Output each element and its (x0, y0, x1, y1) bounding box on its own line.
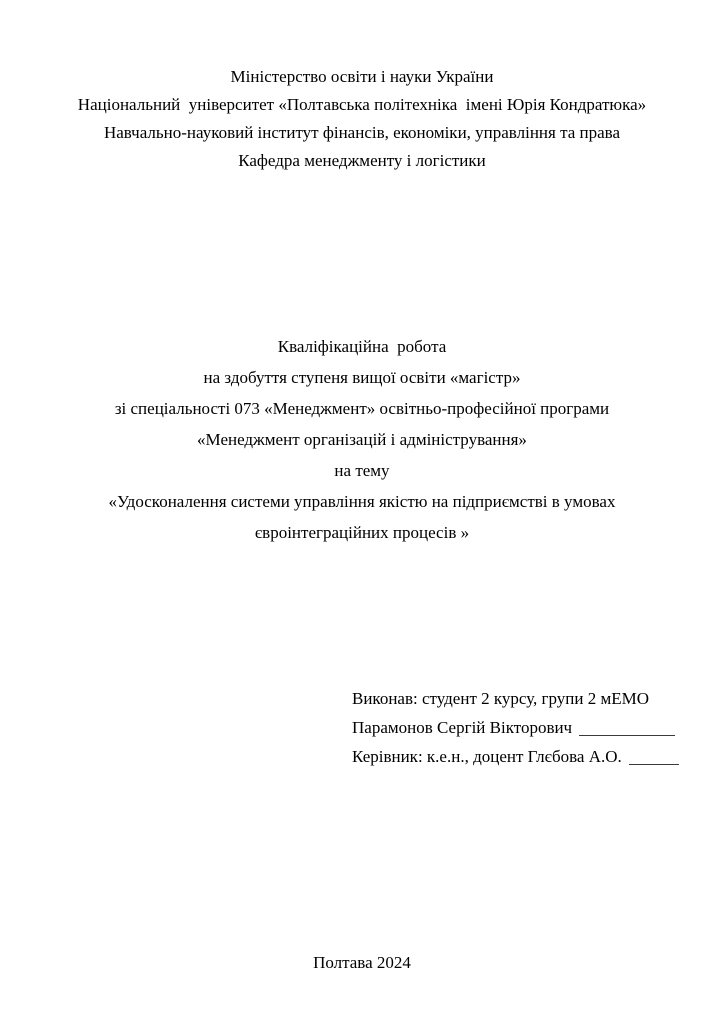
supervisor-name-text: Керівник: к.е.н., доцент Глєбова А.О. (352, 747, 622, 766)
author-supervisor-block (352, 684, 679, 771)
program-line: «Менеджмент організацій і адміністрування» (197, 430, 527, 449)
degree-line: на здобуття ступеня вищої освіти «магістр» (203, 368, 521, 387)
place-year-line: Полтава 2024 (313, 953, 411, 972)
specialty-line: зі спеціальності 073 «Менеджмент» освітньо-професійної програми (114, 399, 610, 418)
university-line: Національний університет «Полтавська політехніка імені Юрія Кондратюка» (77, 95, 647, 114)
student-signature-line (579, 735, 675, 736)
student-name-text: Парамонов Сергій Вікторович (352, 718, 573, 737)
supervisor-line (352, 742, 679, 771)
page-footer (0, 950, 724, 976)
thesis-title-line-2: євроінтеграційних процесів » (254, 523, 470, 542)
student-name-line (352, 713, 679, 742)
work-type-line: Кваліфікаційна робота (277, 337, 447, 356)
institution-header (0, 63, 724, 175)
work-description (0, 331, 724, 548)
performer-line: Виконав: студент 2 курсу, групи 2 мЕМО (352, 689, 649, 708)
institute-line: Навчально-науковий інститут фінансів, економіки, управління та права (103, 123, 621, 142)
ministry-line: Міністерство освіти і науки України (230, 67, 494, 86)
department-line: Кафедра менеджменту і логістики (238, 151, 486, 170)
topic-label-line: на тему (334, 461, 390, 480)
thesis-title-line-1: «Удосконалення системи управління якістю на підприємстві в умовах (108, 492, 616, 511)
supervisor-signature-line (629, 764, 679, 765)
